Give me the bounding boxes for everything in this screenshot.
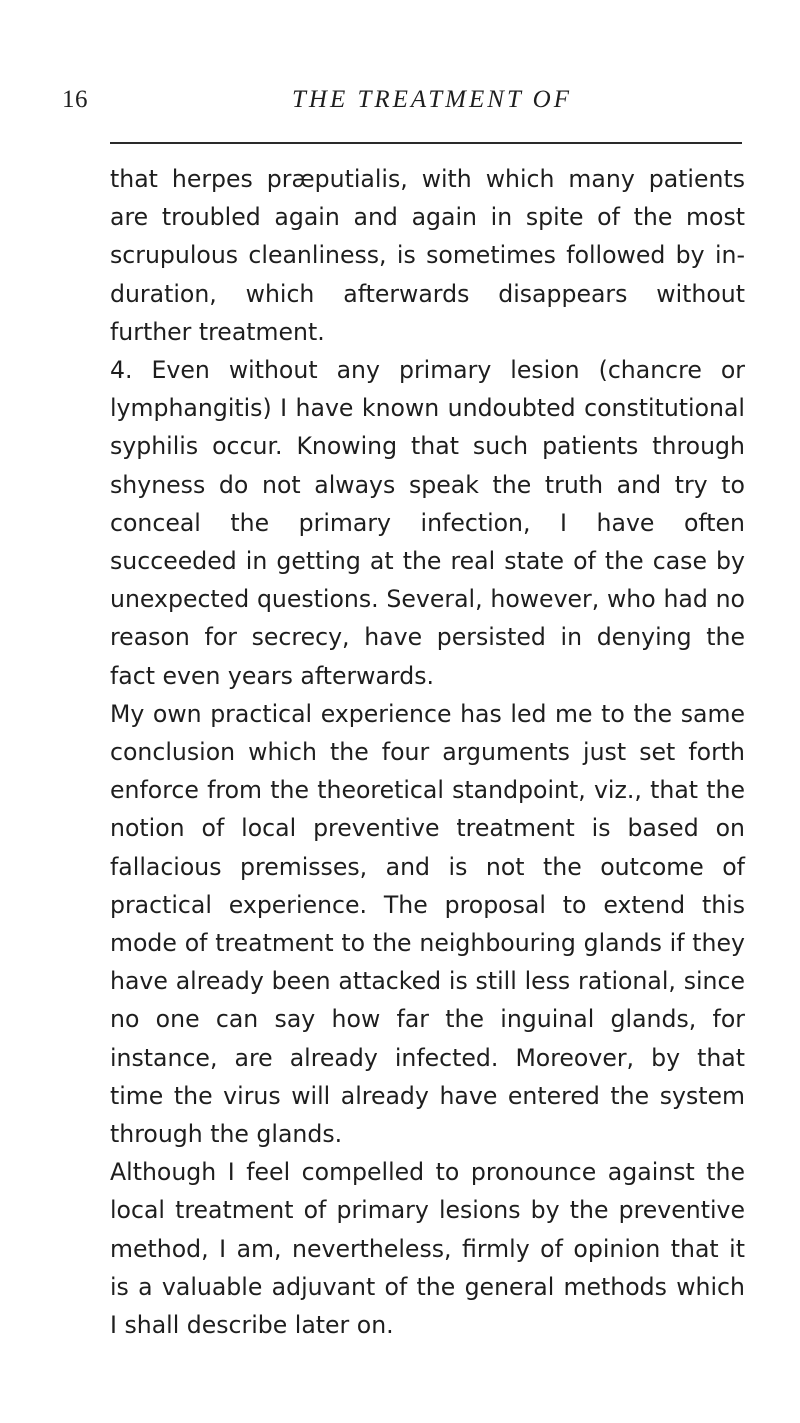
paragraph-practical-experience: My own practical experience has led me to the same conclusion which the four arguments just set forth enforce from the theoretical standpoint, viz., that the notion of local preventive treatment is based on fallacious premisses, and is not the outcome of practical experience. The proposal to extend this mode of treatment to the neighbouring glands if they have already been attacked is still less rational, since no one can say how far the inguinal glands, for instance, are already infected. Moreover, by that time the virus will already have entered the system through the glands. (110, 699, 745, 1149)
paragraph-continuation: that herpes præputialis, with which many patients are troubled again and again in spite of the most scrupulous cleanliness, is sometimes followed by in-duration, which afterwards disappears without further treatment. (110, 165, 745, 346)
running-head: THE TREATMENT OF (292, 86, 572, 113)
page-header (62, 86, 742, 126)
paragraph-conclusion: Although I feel compelled to pronounce against the local treatment of primary lesions by the preventive method, I am, nevertheless, firmly of opinion that it is a valuable adjuvant of the general methods which I shall describe later on. (110, 1158, 745, 1340)
body-text (110, 160, 745, 1344)
page-number: 16 (62, 86, 88, 113)
header-rule (110, 142, 742, 144)
paragraph-point-4: 4. Even without any primary lesion (chancre or lymphangitis) I have known undoubted constitutional syphilis occur. Knowing that such patients through shyness do not always speak the truth and try to conceal the primary infection, I have often succeeded in getting at the real state of the case by unexpected questions. Several, however, who had no reason for secrecy, have persisted in denying the fact even years afterwards. (110, 356, 745, 690)
